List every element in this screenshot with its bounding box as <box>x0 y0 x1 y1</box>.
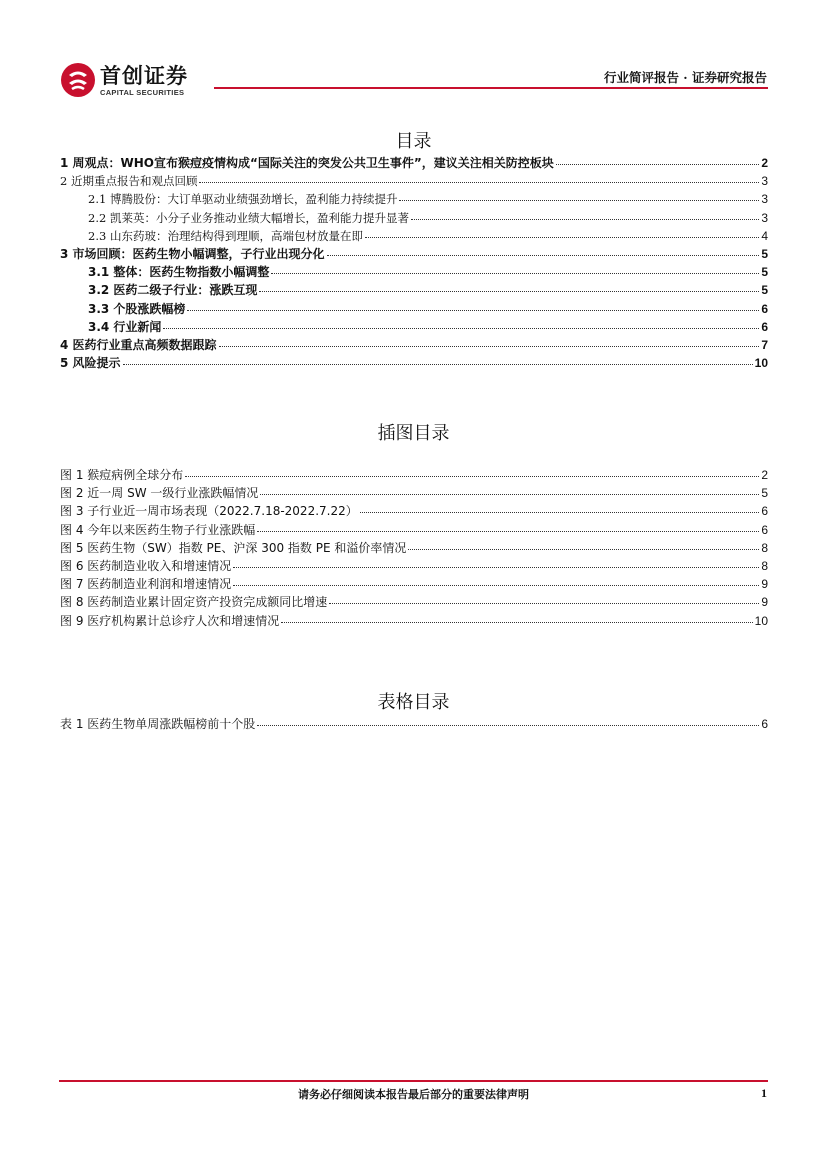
toc-entry-page: 3 <box>761 174 768 189</box>
leader-dots <box>163 316 759 329</box>
leader-dots <box>123 352 753 365</box>
toc-title: 目录 <box>395 131 432 152</box>
figure-entry-page: 9 <box>761 595 768 610</box>
leader-dots <box>185 464 759 477</box>
toc-entry-label: 2.3 山东药玻：治理结构得到理顺，高端包材放量在即 <box>88 228 363 243</box>
toc-entry-label: 3.2 医药二级子行业：涨跌互现 <box>88 283 258 298</box>
figures-toc-list <box>60 466 768 630</box>
toc-entry-label: 2.1 博腾股份：大订单驱动业绩强劲增长，盈利能力持续提升 <box>88 192 398 207</box>
toc-entry-page: 3 <box>761 192 768 207</box>
toc-entry-page: 5 <box>761 246 768 261</box>
company-logo <box>60 60 220 100</box>
figure-entry-page: 6 <box>761 504 768 519</box>
toc-entry-label: 3 市场回顾：医药生物小幅调整，子行业出现分化 <box>60 246 325 261</box>
toc-list <box>60 154 768 372</box>
toc-entry-page: 6 <box>761 319 768 334</box>
figure-entry-page: 9 <box>761 577 768 592</box>
logo-english-name: CAPITAL SECURITIES <box>100 88 185 97</box>
toc-entry-page: 5 <box>761 283 768 298</box>
toc-entry-5[interactable] <box>60 354 768 372</box>
toc-entry-page: 6 <box>761 301 768 316</box>
legal-disclaimer-notice: 请务必仔细阅读本报告最后部分的重要法律声明 <box>298 1088 529 1101</box>
figure-entry-page: 2 <box>761 468 768 482</box>
figure-entry-label: 图 1 猴痘病例全球分布 <box>60 468 184 482</box>
leader-dots <box>365 225 759 238</box>
figure-entry-page: 8 <box>761 558 768 573</box>
tables-toc-list <box>60 715 768 733</box>
leader-dots <box>556 152 760 165</box>
figure-entry-label: 图 2 近一周 SW 一级行业涨跌幅情况 <box>60 486 259 501</box>
toc-entry-label: 2.2 凯莱英：小分子业务推动业绩大幅增长，盈利能力提升显著 <box>88 210 409 225</box>
toc-entry-label: 1 周观点：WHO宣布猴痘疫情构成“国际关注的突发公共卫生事件”，建议关注相关防控板块 <box>60 156 554 170</box>
logo-chinese-name: 首创证券 <box>100 64 188 88</box>
leader-dots <box>271 261 759 274</box>
toc-entry-label: 2 近期重点报告和观点回顾 <box>60 174 198 189</box>
toc-entry-page: 4 <box>761 228 768 243</box>
figures-toc-title: 插图目录 <box>377 423 450 444</box>
toc-entry-page: 7 <box>761 337 768 352</box>
table-entry[interactable] <box>60 715 768 733</box>
leader-dots <box>219 334 760 347</box>
figure-entry-label: 图 9 医疗机构累计总诊疗人次和增速情况 <box>60 613 280 628</box>
figure-entry-page: 10 <box>754 613 768 628</box>
leader-dots <box>281 610 752 623</box>
logo-icon <box>60 62 96 98</box>
leader-dots <box>257 519 759 532</box>
toc-entry-page: 5 <box>761 265 768 280</box>
table-entry-label: 表 1 医药生物单周涨跌幅榜前十个股 <box>60 717 256 731</box>
figure-entry-label: 图 4 今年以来医药生物子行业涨跌幅 <box>60 522 256 537</box>
page-header <box>0 0 827 100</box>
leader-dots <box>408 537 759 550</box>
leader-dots <box>411 207 759 220</box>
page-number: 1 <box>761 1086 767 1100</box>
toc-entry-label: 4 医药行业重点高频数据跟踪 <box>60 337 217 352</box>
leader-dots <box>259 279 759 292</box>
leader-dots <box>199 170 759 183</box>
leader-dots <box>360 500 760 513</box>
figure-entry-page: 8 <box>761 540 768 555</box>
leader-dots <box>329 591 759 604</box>
footer-divider <box>59 1080 768 1082</box>
toc-entry-label: 3.3 个股涨跌幅榜 <box>88 301 186 316</box>
leader-dots <box>257 713 759 726</box>
toc-entry-page: 3 <box>761 210 768 225</box>
leader-dots <box>260 482 759 495</box>
figure-entry-page: 6 <box>761 522 768 537</box>
figure-entry-label: 图 3 子行业近一周市场表现（2022.7.18-2022.7.22） <box>60 504 358 519</box>
toc-entry-page: 2 <box>761 156 768 170</box>
tables-toc-title: 表格目录 <box>377 692 450 713</box>
table-entry-page: 6 <box>761 717 768 731</box>
toc-entry-label: 5 风险提示 <box>60 356 121 371</box>
leader-dots <box>327 243 760 256</box>
leader-dots <box>233 573 759 586</box>
leader-dots <box>233 555 759 568</box>
leader-dots <box>187 298 759 311</box>
figure-entry-page: 5 <box>761 486 768 501</box>
figure-entry-label: 图 5 医药生物（SW）指数 PE、沪深 300 指数 PE 和溢价率情况 <box>60 540 407 555</box>
toc-entry-label: 3.4 行业新闻 <box>88 319 162 334</box>
figure-entry-label: 图 6 医药制造业收入和增速情况 <box>60 558 232 573</box>
header-divider <box>214 87 768 89</box>
figure-entry-label: 图 7 医药制造业利润和增速情况 <box>60 577 232 592</box>
figure-entry[interactable] <box>60 612 768 630</box>
report-type-label: 行业简评报告 · 证券研究报告 <box>603 70 767 85</box>
toc-entry-page: 10 <box>754 356 768 371</box>
leader-dots <box>399 188 759 201</box>
toc-entry-label: 3.1 整体：医药生物指数小幅调整 <box>88 265 270 280</box>
figure-entry-label: 图 8 医药制造业累计固定资产投资完成额同比增速 <box>60 595 328 610</box>
